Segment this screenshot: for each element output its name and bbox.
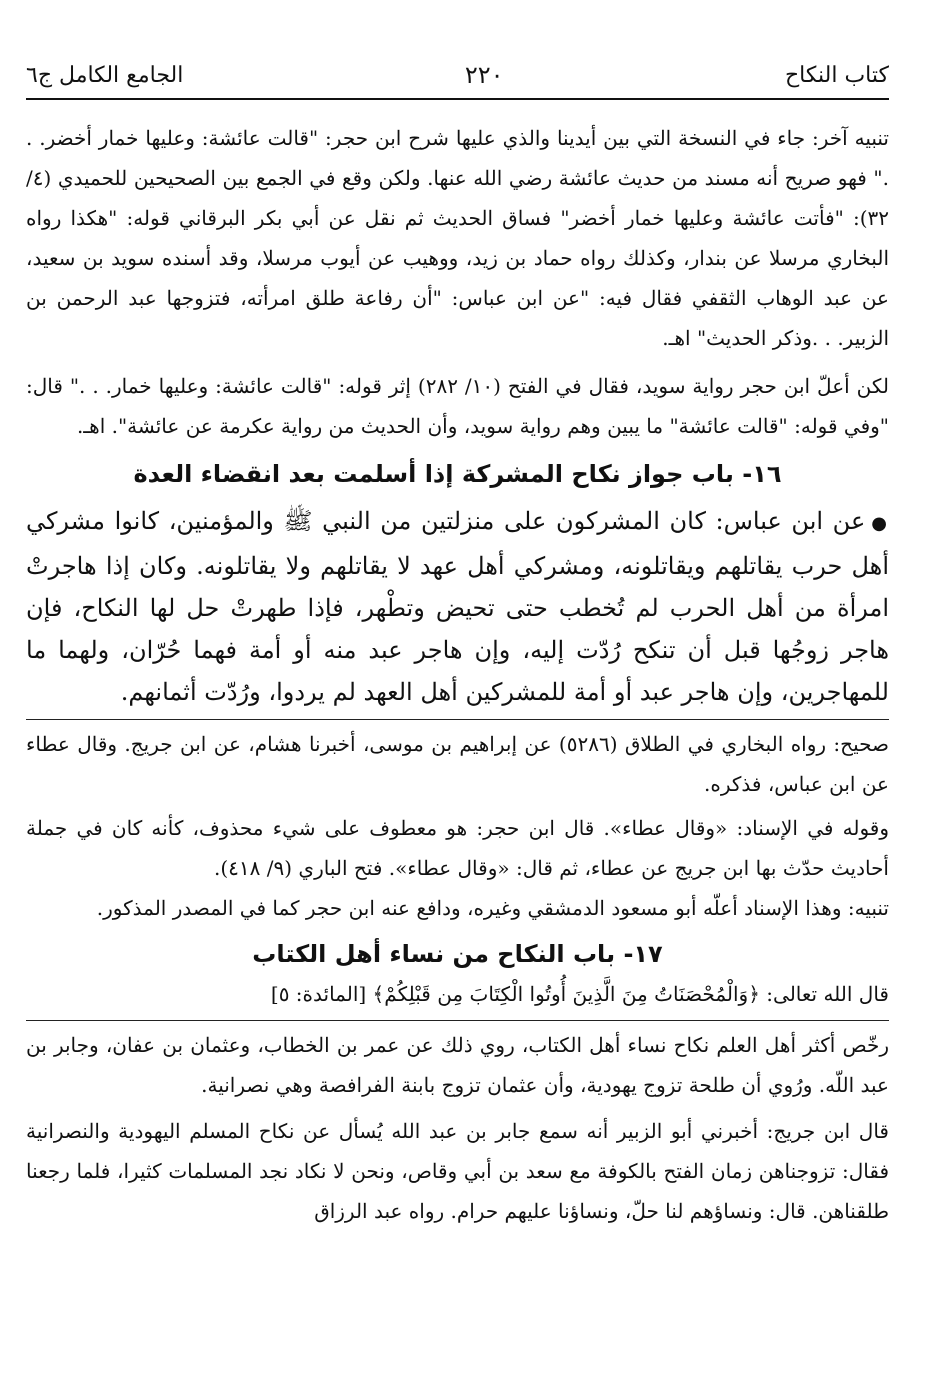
page-content [26, 118, 889, 1231]
chapter-heading-16: ١٦- باب جواز نكاح المشركة إذا أسلمت بعد انقضاء العدة [133, 460, 782, 488]
bullet-icon: ● [871, 513, 889, 534]
body-paragraph: رخّص أكثر أهل العلم نكاح نساء أهل الكتاب، روي ذلك عن عمر بن الخطاب، وعثمان بن عفان، وجابر بن عبد اللّه. ورُوي أن طلحة تزوج يهودية، وأن عثمان تزوج بابنة الفرافصة وهي نصرانية. [26, 1033, 890, 1097]
quran-verse-line: قال الله تعالى: ﴿وَالْمُحْصَنَاتُ مِنَ الَّذِينَ أُوتُوا الْكِتَابَ مِن قَبْلِكُمْ﴾ [المائدة: ٥] [270, 982, 889, 1006]
tanbih-paragraph: تنبيه: وهذا الإسناد أعلّه أبو مسعود الدمشقي وغيره، ودافع عنه ابن حجر كما في المصدر المذكور. [96, 896, 889, 920]
volume-title: الجامع الكامل ج٦ [26, 62, 184, 88]
note-paragraph: لكن أعلّ ابن حجر رواية سويد، فقال في الفتح (١٠/ ٢٨٢) إثر قوله: "قالت عائشة: وعليها خمار. . ." قال: "وفي قوله: "قالت عائشة" ما يبين وهم رواية سويد، وأن الحديث من رواية عكرمة عن عائشة". اهـ. [26, 374, 889, 438]
hadith-text [26, 500, 889, 713]
chapter-heading-17: ١٧- باب النكاح من نساء أهل الكتاب [252, 940, 663, 968]
body-paragraph: قال ابن جريج: أخبرني أبو الزبير أنه سمع جابر بن عبد الله يُسأل عن نكاح المسلم اليهودية والنصرانية فقال: تزوجناهن زمان الفتح بالكوفة مع سعد بن أبي وقاص، ونحن لا نكاد نجد المسلمات كثيرا، فلما رجعنا طلقناهن. قال: ونساؤهم لنا حلّ، ونساؤنا عليهم حرام. رواه عبد الرزاق [26, 1119, 889, 1223]
hadith-body: عن ابن عباس: كان المشركون على منزلتين من النبي ﷺ والمؤمنين، كانوا مشركي أهل حرب يقاتلهم ويقاتلونه، ومشركي أهل عهد لا يقاتلهم ولا يقاتلونه. وكان إذا هاجرتْ امرأة من أهل الحرب لم تُخطب حتى تحيض وتطْهر، فإذا طهرتْ حل لها النكاح، فإن هاجر زوجُها قبل أن تنكح رُدّت إليه، وإن هاجر عبد منه أو أمة فهما حُرّان، ولهما ما للمهاجرين، وإن هاجر عبد أو أمة للمشركين أهل العهد لم يردوا، ورُدّت أثمانهم. [26, 507, 889, 706]
divider [26, 719, 889, 720]
chapter-title: كتاب النكاح [784, 62, 889, 88]
divider [26, 1020, 889, 1021]
takhrij-paragraph: صحيح: رواه البخاري في الطلاق (٥٢٨٦) عن إبراهيم بن موسى، أخبرنا هشام، عن ابن جريج. وقال عطاء عن ابن عباس، فذكره. [26, 732, 889, 796]
page-number: ٢٢٠ [464, 61, 504, 89]
comment-paragraph: وقوله في الإسناد: «وقال عطاء». قال ابن حجر: هو معطوف على شيء محذوف، كأنه كان في جملة أحاديث حدّث بها ابن جريج عن عطاء، ثم قال: «وقال عطاء». فتح الباري (٩/ ٤١٨). [26, 816, 889, 880]
page-header [26, 52, 889, 100]
note-paragraph: تنبيه آخر: جاء في النسخة التي بين أيدينا والذي عليها شرح ابن حجر: "قالت عائشة: وعليها خمار أخضر. . ." فهو صريح أنه مسند من حديث عائشة رضي الله عنها. ولكن وقع في الجمع بين الصحيحين للحميدي (٤/ ٣٢): "فأتت عائشة وعليها خمار أخضر" فساق الحديث ثم نقل عن أبي بكر البرقاني قوله: "هكذا رواه البخاري مرسلا عن بندار، وكذلك رواه حماد بن زيد، ووهيب عن أيوب مرسلا، وقد أسنده سويد بن سعيد، عن عبد الوهاب الثقفي فقال فيه: "عن ابن عباس: "أن رفاعة طلق امرأته، فتزوجها عبد الرحمن بن الزبير. . .وذكر الحديث" اهـ. [26, 126, 889, 350]
